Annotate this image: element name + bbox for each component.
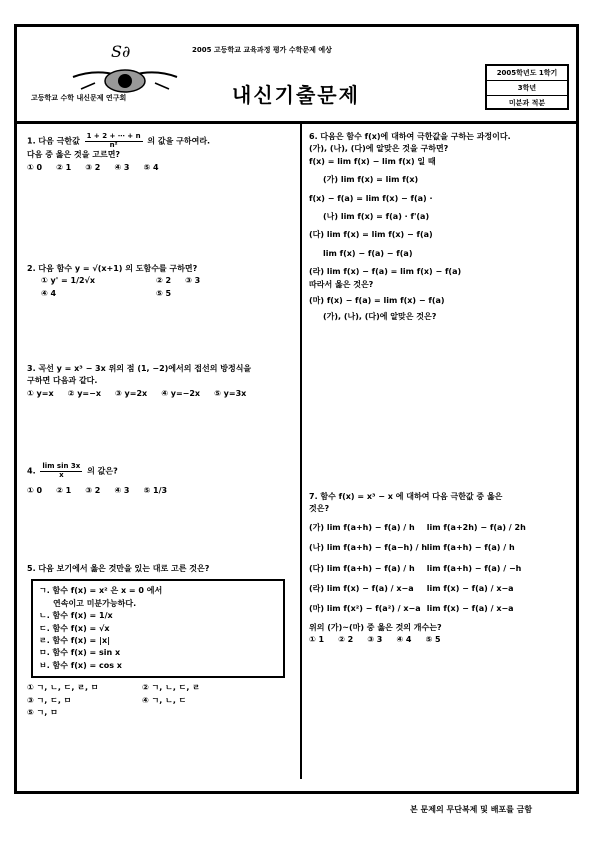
expr-row [309, 603, 571, 615]
expr-row [309, 583, 571, 595]
choice[interactable]: ⑤ 1/3 [143, 486, 168, 496]
statement-box [31, 579, 285, 678]
footer-note: 본 문제의 무단복제 및 배포를 금함 [410, 805, 533, 814]
question-6 [309, 131, 571, 324]
choice[interactable]: ① y' = 1/2√x [41, 276, 96, 286]
statement: 연속이고 미분가능하다. [53, 598, 137, 608]
question-4 [27, 463, 293, 498]
choices [27, 485, 293, 497]
expr: (나) lim f(a+h) − f(a−h) / h [309, 543, 428, 553]
choice[interactable]: ④ 3 [114, 486, 130, 496]
choice[interactable]: ② 1 [56, 162, 72, 172]
choice[interactable]: ⑤ 4 [143, 162, 159, 172]
choice[interactable]: ② y=−x [67, 388, 101, 398]
question-text: 3. 곡선 y = x³ − 3x 위의 점 (1, −2)에서의 접선의 방정식을 [27, 364, 252, 373]
expr-row [309, 542, 571, 554]
choice[interactable]: ④ ㄱ, ㄴ, ㄷ [142, 695, 187, 705]
choice[interactable]: ③ 2 [85, 162, 101, 172]
question-line: 위의 (가)~(마) 중 옳은 것의 개수는? [309, 622, 442, 632]
choice[interactable]: ② ㄱ, ㄴ, ㄷ, ㄹ [142, 683, 200, 693]
choice[interactable]: ② 2 [156, 276, 172, 286]
page-title: 내신기출문제 [232, 83, 360, 107]
question-line: (가), (나), (다)에 알맞은 것을 구하면? [309, 144, 449, 154]
question-3 [27, 363, 293, 400]
statement: ㄹ. 함수 f(x) = |x| [39, 635, 111, 645]
question-1 [27, 133, 293, 174]
question-line: f(x) − f(a) = lim f(x) − f(a) · [309, 193, 433, 203]
question-text: 5. 다음 보기에서 옳은 것만을 있는 대로 고른 것은? [27, 564, 210, 573]
question-line: (라) lim f(x) − f(a) = lim f(x) − f(a) [309, 267, 462, 277]
expr: lim f(x) − f(a) / x−a [426, 583, 514, 593]
statement: ㄱ. 함수 f(x) = x² 은 x = 0 에서 [39, 586, 163, 596]
expr: lim f(a+h) − f(a) / h [426, 543, 515, 553]
question-line: (나) lim f(x) = f(a) · f'(a) [323, 211, 430, 221]
statement: ㄷ. 함수 f(x) = √x [39, 623, 110, 633]
question-5 [27, 563, 293, 719]
choice[interactable]: ③ 2 [85, 486, 101, 496]
question-line: (다) lim f(x) = lim f(x) − f(a) [309, 230, 433, 240]
choice[interactable]: ⑤ y=3x [214, 388, 247, 398]
expr-row [309, 522, 571, 534]
question-tail: 의 값은? [87, 466, 118, 476]
column-divider [300, 124, 302, 779]
question-text: 2. 다음 함수 y = √(x+1) 의 도함수를 구하면? [27, 264, 198, 273]
choice[interactable]: ⑤ 5 [425, 635, 441, 645]
choice[interactable]: ① 1 [309, 635, 325, 645]
choice[interactable]: ④ 3 [114, 162, 130, 172]
expr: lim f(x) − f(a) / x−a [426, 604, 514, 614]
question-line: (가), (나), (다)에 알맞은 것은? [323, 312, 437, 322]
fraction: $\frac{\text{lim sin 3x}}{x}$ [42, 462, 81, 479]
choice[interactable]: ④ 4 [41, 288, 57, 298]
statement: ㅁ. 함수 f(x) = sin x [39, 648, 121, 658]
choice[interactable]: ③ 3 [185, 276, 201, 286]
question-line: 다음 중 옳은 것을 고르면? [27, 150, 121, 160]
choice[interactable]: ③ ㄱ, ㄷ, ㅁ [27, 695, 72, 705]
choice[interactable]: ⑤ ㄱ, ㅁ [27, 707, 58, 717]
choice[interactable]: ① y=x [27, 388, 54, 398]
header-top-line: 2005 고등학교 교육과정 평가 수학문제 예상 [192, 46, 332, 54]
statement: ㅂ. 함수 f(x) = cos x [39, 660, 122, 670]
choice[interactable]: ③ 3 [367, 635, 383, 645]
expr: lim f(a+h) − f(a) / −h [426, 563, 522, 573]
question-line: lim f(x) − f(a) − f(a) [323, 248, 413, 258]
choice[interactable]: ⑤ 5 [156, 288, 172, 298]
question-tail: 의 값을 구하여라. [147, 136, 211, 146]
choice[interactable]: ② 1 [56, 486, 72, 496]
expr: (가) lim f(a+h) − f(a) / h [309, 522, 415, 532]
expr: (마) lim f(x²) − f(a²) / x−a [309, 604, 421, 614]
choice[interactable]: ① ㄱ, ㄴ, ㄷ, ㄹ, ㅁ [27, 683, 99, 693]
expr: (다) lim f(a+h) − f(a) / h [309, 563, 415, 573]
choice[interactable]: ④ 4 [396, 635, 412, 645]
page-frame [14, 24, 579, 794]
logo-caption: 고등학교 수학 내신문제 연구회 [31, 94, 127, 102]
choice[interactable]: ① 0 [27, 162, 43, 172]
question-line: 7. 함수 f(x) = x³ − x 에 대하여 다음 극한값 중 옳은 [309, 492, 503, 501]
choices [27, 275, 293, 300]
expr: (라) lim f(x) − f(a) / x−a [309, 583, 414, 593]
header [17, 27, 576, 122]
expr-row [309, 563, 571, 575]
expr: lim f(a+2h) − f(a) / 2h [426, 522, 526, 532]
question-line: f(x) = lim f(x) − lim f(x) 일 때 [309, 156, 436, 166]
choices [309, 634, 571, 646]
question-line: (가) lim f(x) = lim f(x) [323, 175, 419, 185]
statement: ㄴ. 함수 f(x) = 1/x [39, 611, 113, 621]
choice[interactable]: ④ y=−2x [161, 388, 201, 398]
question-line: 따라서 옳은 것은? [309, 279, 374, 289]
question-line: (마) f(x) − f(a) = lim f(x) − f(a) [309, 295, 445, 305]
question-text: 4. [27, 466, 36, 476]
fraction: $\frac{1 + 2 + \cdots + n}{\text{n²}}$ [86, 132, 141, 149]
choice[interactable]: ③ y=2x [114, 388, 148, 398]
question-line: 것은? [309, 504, 330, 514]
choice[interactable]: ② 2 [338, 635, 354, 645]
info-subject: 미분과 적분 [508, 99, 546, 107]
question-7 [309, 491, 571, 647]
logo-glyph: S∂ [111, 42, 131, 61]
info-year: 2005학년도 1학기 [487, 66, 567, 81]
question-line: 6. 다음은 함수 f(x)에 대하여 극한값을 구하는 과정이다. [309, 132, 511, 141]
info-grade: 3학년 [487, 81, 567, 96]
choices [27, 388, 293, 400]
choices [27, 682, 293, 719]
question-text: 1. 다음 극한값 [27, 136, 80, 146]
question-2 [27, 263, 293, 300]
question-line: 구하면 다음과 같다. [27, 376, 98, 386]
info-box [485, 64, 569, 110]
choices [27, 162, 293, 174]
header-divider [17, 121, 576, 124]
choice[interactable]: ① 0 [27, 486, 43, 496]
